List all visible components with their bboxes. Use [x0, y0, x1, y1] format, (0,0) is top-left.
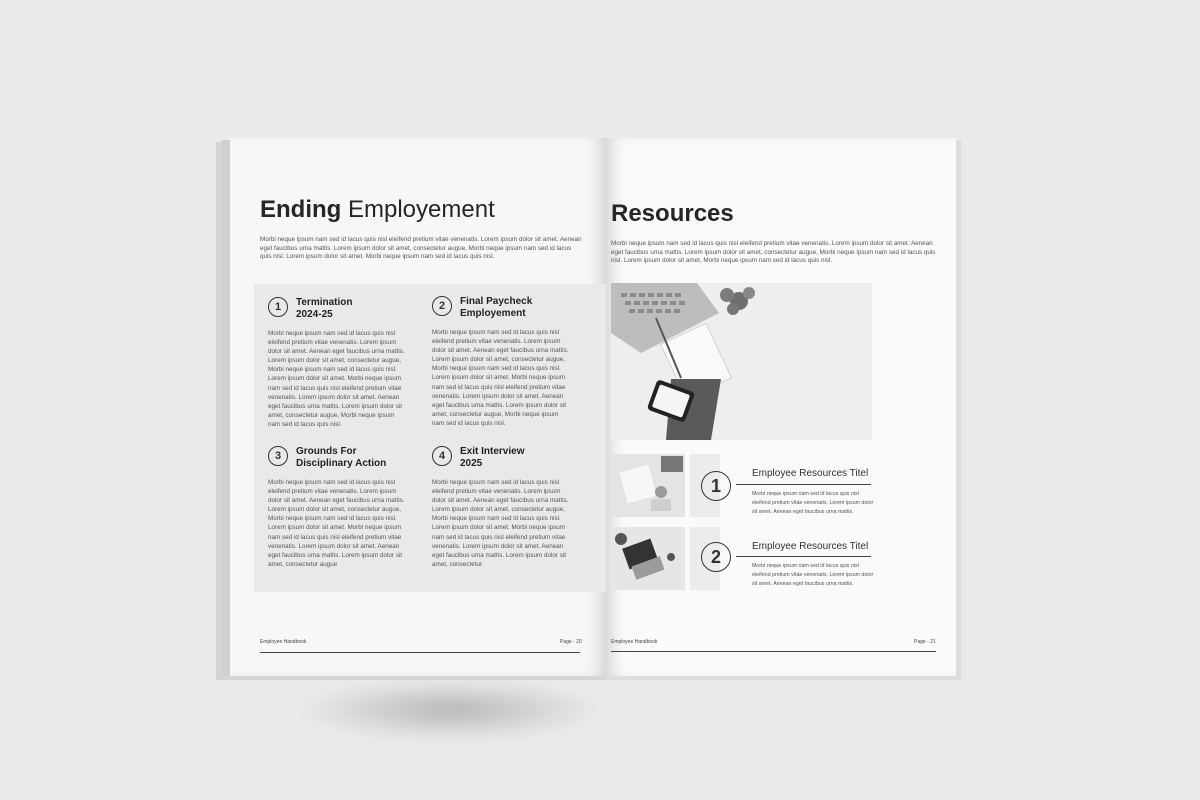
footer-label: Employee Handbook — [260, 639, 307, 645]
intro-paragraph: Morbi neque ipsum nam sed id lacus quis nisl eleifend pretium vitae venenatis. Lorem ipsum dolor sit amet. Aenean eget faucibus urna mattis. Lorem ipsum dolor sit amet, consectetur augue, Morbi neque ipsum nam sed id lacus quis nisl. Lorem ipsum dolor sit amet. Morbi neque ipsum nam sed id lacus quis nisl. — [260, 236, 582, 261]
section-title: Exit Interview 2025 — [460, 446, 525, 469]
page-title — [260, 196, 495, 224]
open-brochure — [216, 138, 961, 680]
resource-photo-2 — [611, 527, 685, 590]
desk-thumbnail-illustration — [611, 454, 685, 517]
page-title: Resources — [611, 200, 734, 227]
section-body: Morbi neque ipsum nam sed id lacus quis nisl eleifend pretium vitae venenatis. Lorem ipsum dolor sit amet. Aenean eget faucibus urna mattis. Lorem ipsum dolor sit amet, consectetur augue, Morbi neque ipsum nam sed id lacus quis nisl. Lorem ipsum dolor sit amet. Morbi neque ipsum nam sed id lacus quis nisl eleifend pretium vitae venenatis. Lorem ipsum dolor sit amet. Aenean eget faucibus urna mattis. Lorem ipsum dolor sit amet, consectetur augue — [268, 479, 405, 568]
resource-number: 1 — [701, 471, 731, 501]
laptop-thumbnail-illustration — [611, 527, 685, 590]
right-page — [606, 138, 956, 676]
section-body: Morbi neque ipsum nam sed id lacus quis nisl eleifend pretium vitae venenatis. Lorem ipsum dolor sit amet. Aenean eget faucibus urna mattis. Lorem ipsum dolor sit amet, consectetur augue, Morbi neque ipsum nam sed id lacus quis nisl. Lorem ipsum dolor sit amet. Morbi neque ipsum nam sed id lacus quis nisl eleifend pretium vitae venenatis. Lorem ipsum dolor sit amet. Aenean eget faucibus urna mattis. Lorem ipsum dolor sit amet, consectetur augue, Morbi neque ipsum nam sed id lacus quis nisl. — [268, 330, 405, 428]
resource-rule — [736, 484, 871, 485]
section-body: Morbi neque ipsum nam sed id lacus quis nisl eleifend pretium vitae venenatis. Lorem ipsum dolor sit amet. Aenean eget faucibus urna mattis. Lorem ipsum dolor sit amet, consectetur augue, Morbi neque ipsum nam sed id lacus quis nisl. Lorem ipsum dolor sit amet. Morbi neque ipsum nam sed id lacus quis nisl eleifend pretium vitae venenatis. Lorem ipsum dolor sit amet. Aenean eget faucibus urna mattis. Lorem ipsum dolor sit amet, consectetur. — [432, 479, 569, 568]
resource-photo-1 — [611, 454, 685, 517]
book-shadow — [300, 680, 600, 740]
section-title: Grounds For Disciplinary Action — [296, 446, 387, 469]
section-number: 4 — [432, 446, 452, 466]
footer-label: Employee Handbook — [611, 639, 658, 645]
footer-rule — [260, 652, 580, 653]
desk-illustration — [611, 283, 872, 440]
resource-body: Morbi neque ipsum nam sed id lacus quis nisl eleifend pretium vitae venenatis. Lorem ipsum dolor sit amet. Aenean eget faucibus urna mattis. — [752, 491, 874, 515]
intro-paragraph: Morbi neque ipsum nam sed id lacus quis nisl eleifend pretium vitae venenatis. Lorem ipsum dolor sit amet. Aenean eget faucibus urna mattis. Lorem ipsum dolor sit amet, consectetur augue, Morbi neque ipsum nam sed id lacus quis nisl. Lorem ipsum dolor sit amet. Morbi neque ipsum nam sed id lacus quis nisl. — [611, 240, 936, 265]
resource-body: Morbi neque ipsum nam sed id lacus quis nisl eleifend pretium vitae venenatis. Lorem ipsum dolor sit amet. Aenean eget faucibus urna mattis. — [752, 563, 874, 587]
page-number: Page - 20 — [560, 639, 582, 645]
section-number: 2 — [432, 296, 452, 316]
page-number: Page - 21 — [914, 639, 936, 645]
title-light-word: Employement — [348, 196, 495, 223]
section-number: 3 — [268, 446, 288, 466]
resource-rule — [736, 556, 871, 557]
page-stack-edge — [222, 140, 230, 676]
title-bold-word: Ending — [260, 196, 342, 223]
footer-rule — [611, 651, 936, 652]
resource-number: 2 — [701, 542, 731, 572]
section-body: Morbi neque ipsum nam sed id lacus quis nisl eleifend pretium vitae venenatis. Lorem ipsum dolor sit amet. Aenean eget faucibus urna mattis. Lorem ipsum dolor sit amet, consectetur augue, Morbi neque ipsum nam sed id lacus quis nisl. Lorem ipsum dolor sit amet. Morbi neque ipsum nam sed id lacus quis nisl eleifend pretium vitae venenatis. Lorem ipsum dolor sit amet. Aenean eget faucibus urna mattis. Lorem ipsum dolor sit amet, consectetur augue, Morbi neque ipsum nam sed id lacus quis nisl. — [432, 329, 569, 427]
desk-photo — [611, 283, 872, 440]
left-page — [230, 138, 606, 676]
resource-title: Employee Resources Titel — [752, 541, 869, 552]
section-title: Termination 2024-25 — [296, 297, 353, 320]
section-number: 1 — [268, 297, 288, 317]
section-title: Final Paycheck Employement — [460, 296, 533, 319]
resource-title: Employee Resources Titel — [752, 468, 869, 479]
